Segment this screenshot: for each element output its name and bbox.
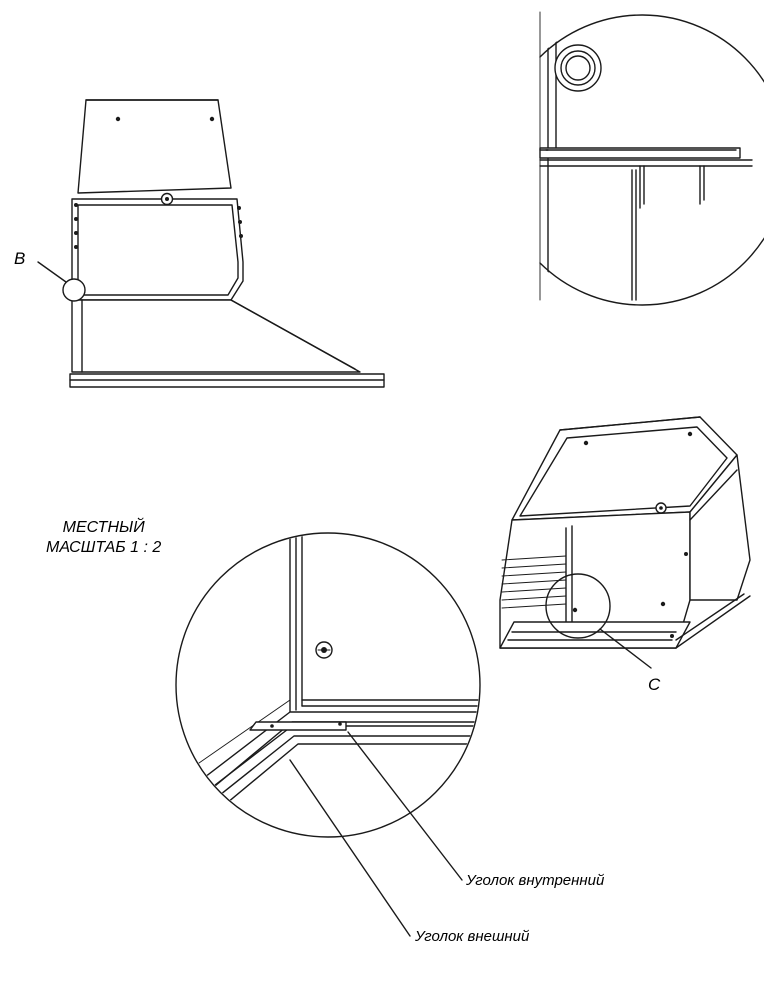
detail-marker-c: С — [648, 675, 661, 694]
isometric-view-geometry — [500, 417, 750, 668]
local-view-geometry — [160, 520, 500, 936]
callout-outer-angle: Уголок внешний — [415, 928, 530, 945]
callout-inner-angle: Уголок внутренний — [466, 872, 605, 889]
side-view-geometry — [38, 100, 384, 387]
detail-b-geometry — [540, 10, 764, 305]
local-view-title-line2: МАСШТАБ 1 : 2 — [46, 539, 162, 556]
local-view-title-line1: МЕСТНЫЙ — [62, 519, 145, 536]
detail-marker-b: В — [14, 249, 26, 268]
local-view-title — [46, 518, 161, 558]
